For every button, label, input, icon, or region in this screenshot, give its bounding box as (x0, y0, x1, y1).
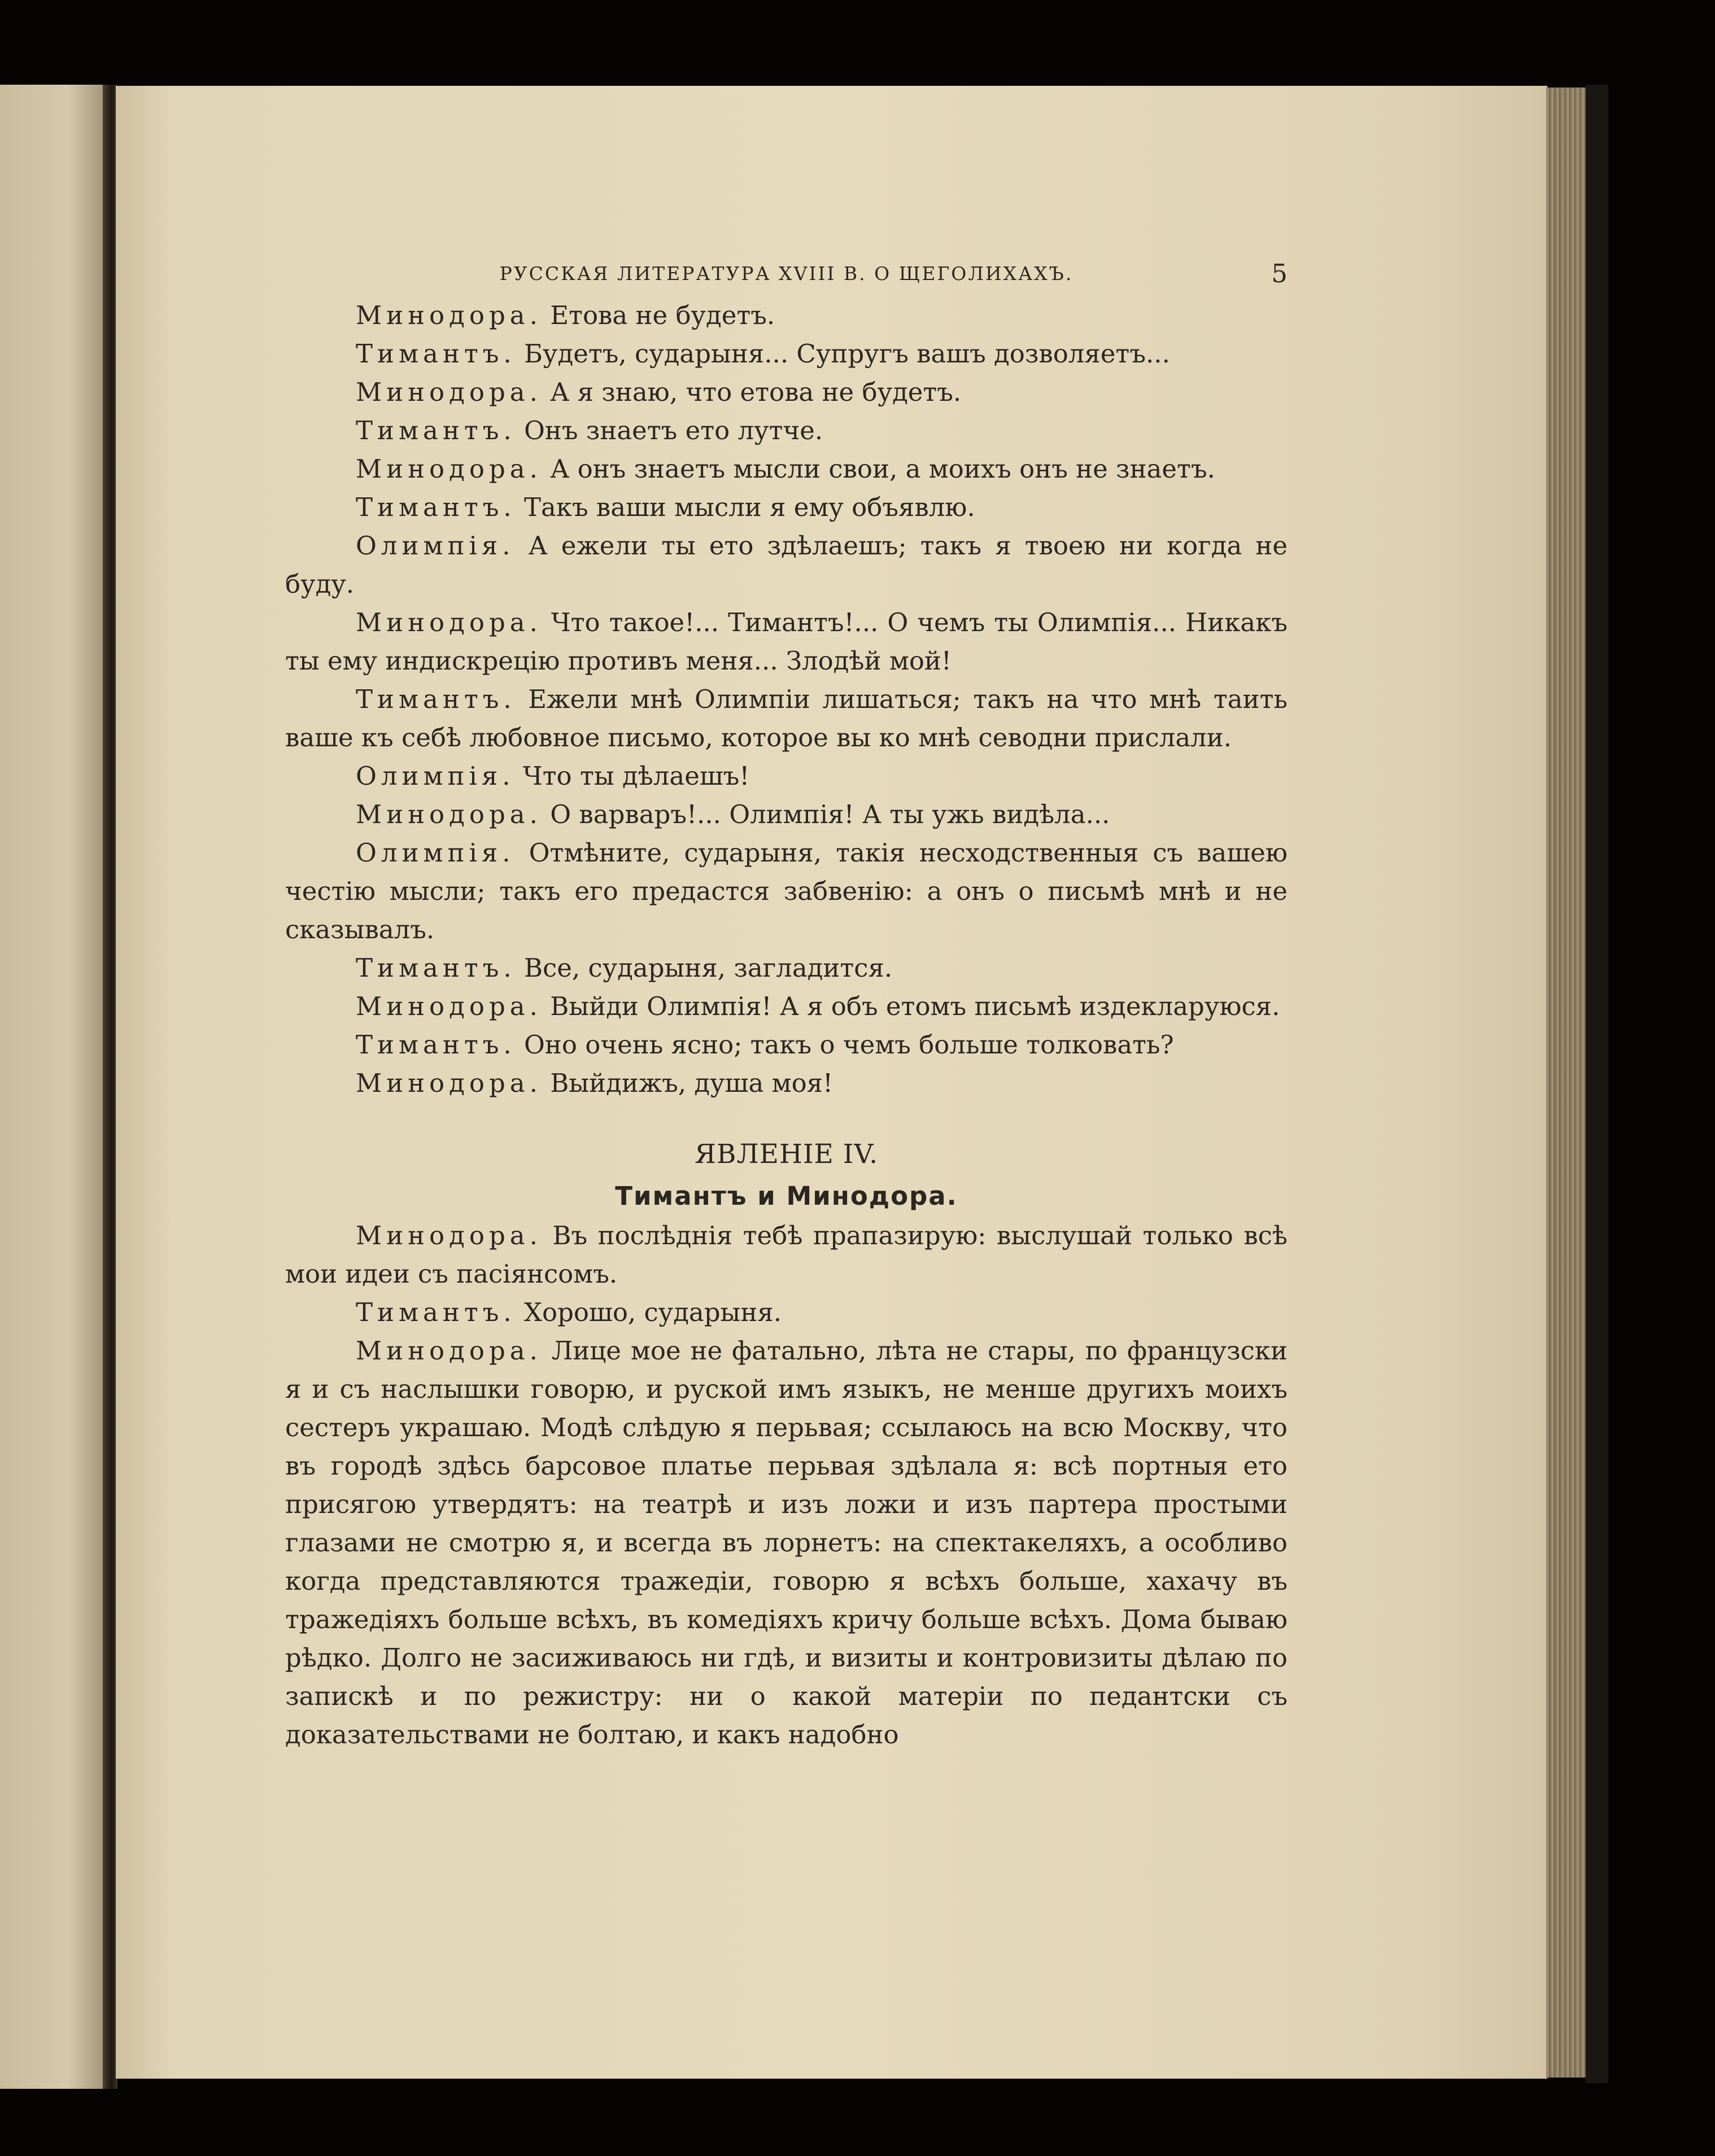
scene-three-dialogue (285, 296, 1288, 1103)
left-page-edge (0, 85, 113, 2089)
dialogue-line (285, 757, 1288, 795)
dialogue-line (285, 987, 1288, 1026)
speaker-name: Тимантъ. (356, 339, 516, 369)
speaker-name: Минодора. (356, 607, 542, 637)
dialogue-text: О варваръ!... Олимпія! А ты ужь видѣла... (542, 799, 1110, 829)
dialogue-text: Етова не будетъ. (542, 300, 775, 330)
scene-characters: Тимантъ и Минодора. (615, 1181, 958, 1211)
dialogue-line (285, 795, 1288, 834)
dialogue-text: Будетъ, сударыня... Супругъ вашъ дозволяетъ... (516, 339, 1170, 369)
dialogue-line (285, 527, 1288, 603)
speaker-name: Тимантъ. (356, 1030, 516, 1060)
dialogue-line (285, 488, 1288, 527)
running-head-title: РУССКАЯ ЛИТЕРАТУРА XVIII В. О ЩЕГОЛИХАХЪ. (499, 263, 1073, 285)
dialogue-text: Хорошо, сударыня. (516, 1297, 782, 1327)
page-text (285, 257, 1288, 1754)
dialogue-text: Что ты дѣлаешъ! (514, 761, 750, 791)
dialogue-text: Въ послѣднія тебѣ прапазирую: выслушай только всѣ мои идеи съ пасіянсомъ. (285, 1221, 1288, 1289)
cover-edge (1586, 85, 1608, 2083)
dialogue-text: Такъ ваши мысли я ему объявлю. (516, 492, 975, 522)
dialogue-line (285, 412, 1288, 450)
dialogue-line (285, 373, 1288, 412)
speaker-name: Минодора. (356, 799, 542, 829)
dialogue-text: Лице мое не фатально, лѣта не стары, по французски я и съ наслышки говорю, и руской имъ языкъ, не менше другихъ моихъ сестеръ украшаю. Модѣ слѣдую я перьвая; ссылаюсь на всю Москву, что въ городѣ здѣсь барсовое платье перьвая здѣлала я: всѣ портныя ето присягою утвердятъ: на театрѣ и изъ ложи и изъ партера простыми глазами не смотрю я, и всегда въ лорнетъ: на спектакеляхъ, а особливо когда представляются тражедіи, говорю я всѣхъ больше, хахачу въ тражедіяхъ больше всѣхъ, въ комедіяхъ кричу больше всѣхъ. Дома бываю рѣдко. Долго не засиживаюсь ни гдѣ, и визиты и контровизиты дѣлаю по запискѣ и по режистру: ни о какой матеріи по педантски съ доказательствами не болтаю, и какъ надобно (285, 1336, 1288, 1750)
dialogue-text: А ежели ты ето здѣлаешъ; такъ я твоею ни когда не буду. (285, 531, 1288, 599)
dialogue-text: А я знаю, что етова не будетъ. (542, 377, 962, 407)
speaker-name: Тимантъ. (356, 953, 516, 983)
speaker-name: Минодора. (356, 1068, 542, 1098)
dialogue-line (285, 949, 1288, 987)
dialogue-line (285, 680, 1288, 757)
dialogue-line (285, 1293, 1288, 1332)
dialogue-line (285, 335, 1288, 373)
speaker-name: Тимантъ. (356, 1297, 516, 1327)
dialogue-line (285, 450, 1288, 488)
page-block-edges (1546, 88, 1587, 2078)
dialogue-text: Выйдижъ, душа моя! (542, 1068, 834, 1098)
dialogue-text: Ежели мнѣ Олимпіи лишаться; такъ на что мнѣ таить ваше къ себѣ любовное письмо, которое вы ко мнѣ севодни прислали. (285, 684, 1288, 753)
page-number: 5 (1271, 259, 1288, 288)
speaker-name: Олимпія. (356, 838, 515, 868)
speaker-name: Минодора. (356, 300, 542, 330)
dialogue-line (285, 834, 1288, 949)
speaker-name: Тимантъ. (356, 416, 516, 445)
speaker-name: Олимпія. (356, 531, 515, 561)
dialogue-text: Выйди Олимпія! А я объ етомъ письмѣ издекларуюся. (542, 991, 1280, 1021)
speaker-name: Минодора. (356, 377, 542, 407)
speaker-name: Минодора. (356, 991, 542, 1021)
dialogue-line (285, 1064, 1288, 1103)
dialogue-text: Онъ знаетъ ето лутче. (516, 416, 823, 445)
dialogue-line (285, 1026, 1288, 1064)
running-head (285, 257, 1288, 296)
dialogue-line (285, 1332, 1288, 1754)
scene-heading: ЯВЛЕНІЕ IV. (694, 1139, 879, 1170)
speaker-name: Тимантъ. (356, 492, 516, 522)
speaker-name: Тимантъ. (356, 684, 516, 714)
dialogue-line (285, 603, 1288, 680)
dialogue-text: Что такое!... Тимантъ!... О чемъ ты Олимпія... Никакъ ты ему индискрецію противъ меня... Злодѣй мой! (285, 607, 1288, 676)
scene-four-dialogue (285, 1217, 1288, 1754)
speaker-name: Олимпія. (356, 761, 515, 791)
dialogue-text: Оно очень ясно; такъ о чемъ больше толковать? (516, 1030, 1174, 1060)
dialogue-text: Отмѣните, сударыня, такія несходственныя съ вашею честію мысли; такъ его предастся забвенію: а онъ о письмѣ мнѣ и не сказывалъ. (285, 838, 1288, 944)
speaker-name: Минодора. (356, 1221, 542, 1250)
dialogue-line (285, 296, 1288, 335)
dialogue-text: Все, сударыня, загладится. (516, 953, 893, 983)
dialogue-text: А онъ знаетъ мысли свои, а моихъ онъ не знаетъ. (542, 454, 1215, 484)
dialogue-line (285, 1217, 1288, 1293)
speaker-name: Минодора. (356, 1336, 542, 1366)
speaker-name: Минодора. (356, 454, 542, 484)
